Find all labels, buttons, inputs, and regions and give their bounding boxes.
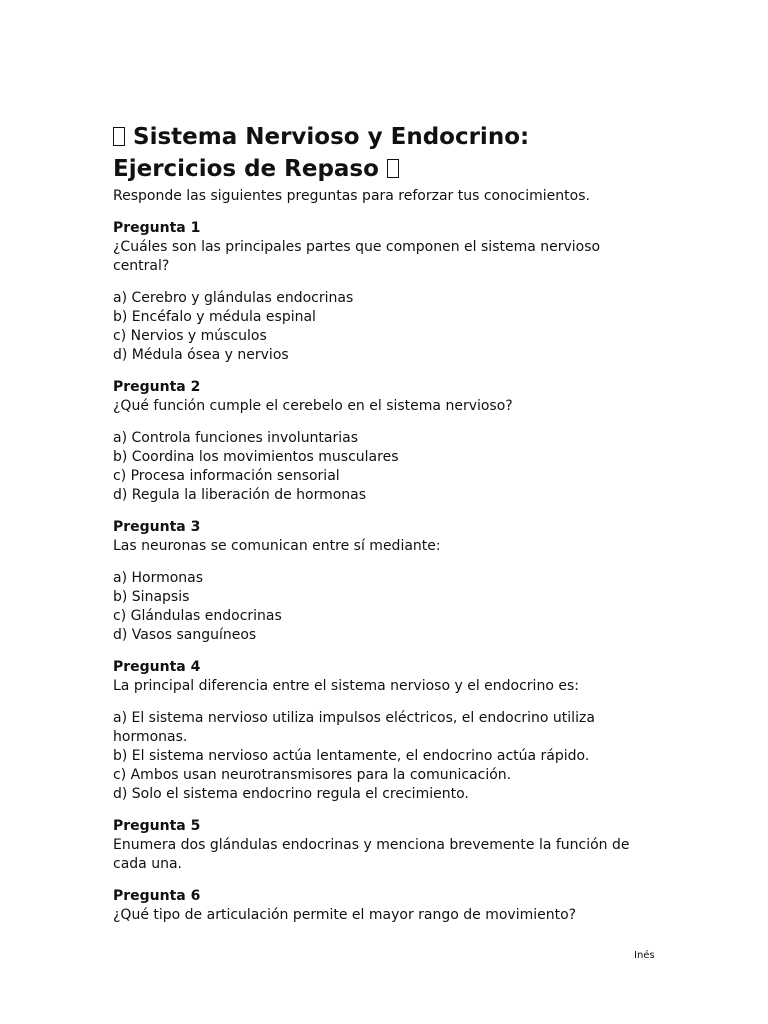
option-item: a) El sistema nervioso utiliza impulsos eléctricos, el endocrino utiliza hormonas. bbox=[113, 710, 595, 745]
question-3 bbox=[113, 518, 658, 645]
box-glyph-icon bbox=[387, 159, 399, 178]
question-text: ¿Cuáles son las principales partes que componen el sistema nervioso central? bbox=[113, 239, 601, 274]
option-item: d) Regula la liberación de hormonas bbox=[113, 487, 367, 503]
question-text: Enumera dos glándulas endocrinas y menciona brevemente la función de cada una. bbox=[113, 837, 630, 872]
question-text: ¿Qué función cumple el cerebelo en el sistema nervioso? bbox=[113, 398, 513, 414]
option-item: c) Ambos usan neurotransmisores para la comunicación. bbox=[113, 767, 512, 783]
option-list bbox=[113, 709, 658, 804]
option-item: c) Procesa información sensorial bbox=[113, 468, 340, 484]
page-title-text: Sistema Nervioso y Endocrino: Ejercicios de Repaso bbox=[113, 124, 530, 182]
option-item: b) Encéfalo y médula espinal bbox=[113, 309, 316, 325]
option-item: a) Cerebro y glándulas endocrinas bbox=[113, 290, 354, 306]
question-6 bbox=[113, 887, 658, 925]
option-item: a) Controla funciones involuntarias bbox=[113, 430, 359, 446]
option-item: b) El sistema nervioso actúa lentamente, el endocrino actúa rápido. bbox=[113, 748, 590, 764]
question-1 bbox=[113, 219, 658, 365]
option-item: c) Glándulas endocrinas bbox=[113, 608, 282, 624]
question-2 bbox=[113, 378, 658, 505]
intro-text: Responde las siguientes preguntas para reforzar tus conocimientos. bbox=[113, 188, 590, 204]
option-list bbox=[113, 569, 658, 645]
option-item: d) Médula ósea y nervios bbox=[113, 347, 289, 363]
option-item: a) Hormonas bbox=[113, 570, 204, 586]
question-label: Pregunta 6 bbox=[113, 888, 201, 904]
option-item: b) Coordina los movimientos musculares bbox=[113, 449, 399, 465]
question-text: ¿Qué tipo de articulación permite el mayor rango de movimiento? bbox=[113, 907, 577, 923]
question-label: Pregunta 2 bbox=[113, 379, 201, 395]
footer-author-name: Inés bbox=[634, 950, 655, 961]
question-4 bbox=[113, 658, 658, 804]
option-item: c) Nervios y músculos bbox=[113, 328, 267, 344]
question-text: Las neuronas se comunican entre sí mediante: bbox=[113, 538, 441, 554]
option-list bbox=[113, 289, 658, 365]
question-label: Pregunta 1 bbox=[113, 220, 201, 236]
document-page bbox=[113, 121, 658, 925]
question-text: La principal diferencia entre el sistema nervioso y el endocrino es: bbox=[113, 678, 579, 694]
question-label: Pregunta 3 bbox=[113, 519, 201, 535]
page-title bbox=[113, 121, 658, 185]
option-item: d) Solo el sistema endocrino regula el crecimiento. bbox=[113, 786, 469, 802]
question-label: Pregunta 4 bbox=[113, 659, 201, 675]
option-item: d) Vasos sanguíneos bbox=[113, 627, 257, 643]
question-label: Pregunta 5 bbox=[113, 818, 201, 834]
option-list bbox=[113, 429, 658, 505]
question-5 bbox=[113, 817, 658, 874]
box-glyph-icon bbox=[113, 127, 125, 146]
option-item: b) Sinapsis bbox=[113, 589, 190, 605]
